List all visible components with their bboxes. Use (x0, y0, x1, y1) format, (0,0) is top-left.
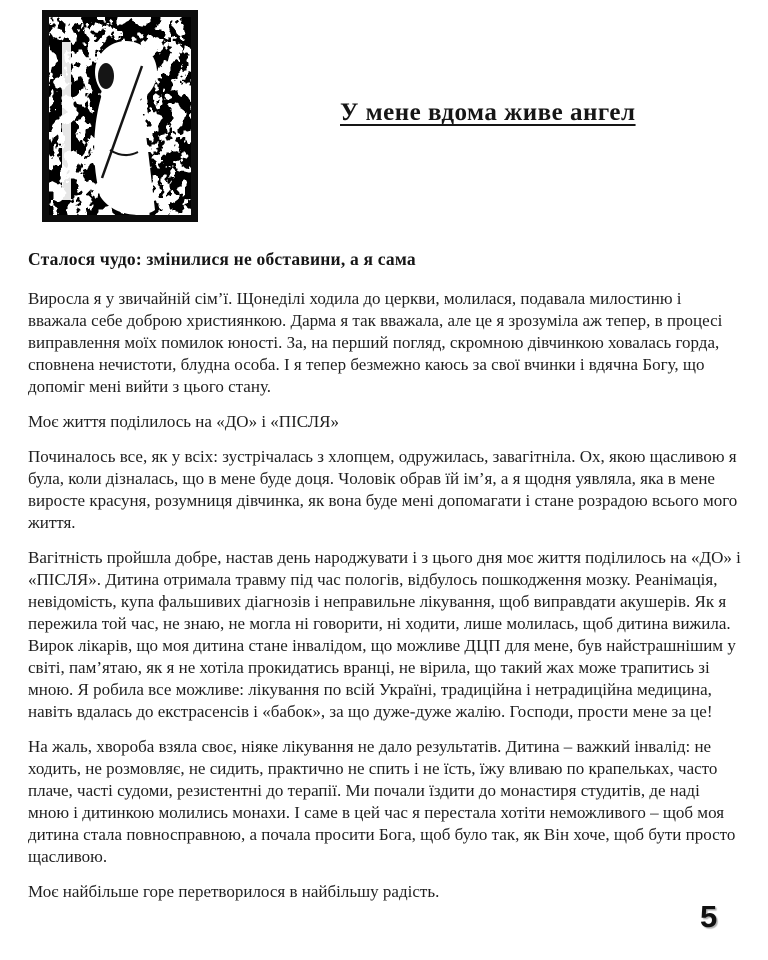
body-paragraph: Виросла я у звичайній сім’ї. Щонеділі ходила до церкви, молилася, подавала милостиню і вважала себе доброю християнкою. Дарма я так вважала, але це я зрозуміла аж тепер, в процесі виправлення моїх помилок юності. За, на перший погляд, скромною дівчинкою ховалась горда, сповнена нечистоти, блудна особа. І я тепер безмежно каюсь за свої вчинки і вдячна Богу, що допоміг мені вийти з цього стану. (28, 289, 723, 396)
body-paragraph: Моє найбільше горе перетворилося в найбільшу радість. (28, 882, 440, 901)
body-paragraph: На жаль, хвороба взяла своє, ніяке лікування не дало результатів. Дитина – важкий інвалід: не ходить, не розмовляє, не сидить, практично не спить і не їсть, їжу вливаю по крапельках, часто плаче, часті судоми, резистентні до терапії. Ми почали їздити до монастиря студитів, де наді мною і дитинкою молились монахи. І саме в цей час я перестала хотіти неможливого – щоб моя дитина стала повносправною, а почала просити Бога, щоб було так, як Він хоче, щоб бути просто щасливою. (28, 737, 736, 866)
body-paragraph: Вагітність пройшла добре, настав день народжувати і з цього дня моє життя поділилось на «ДО» і «ПІСЛЯ». Дитина отримала травму під час пологів, відбулось пошкодження мозку. Реанімація, невідомість, купа фальшивих діагнозів і неправильне лікування, щоб виправдати акушерів. Як я пережила той час, не знаю, не могла ні говорити, ні ходити, лише молилась, щоб дитина вижила. Вирок лікарів, що моя дитина стане інвалідом, що можливе ДЦП для мене, був найстрашнішим у світі, пам’ятаю, як я не хотіла прокидатись вранці, не вірила, що такий жах може трапитись зі мною. Я робила все можливе: лікування по всій Україні, традиційна і нетрадиційна медицина, навіть вдалась до екстрасенсів і «бабок», за що дуже-дуже жалію. Господи, прости мене за це! (28, 548, 741, 721)
page-number: 5 (700, 899, 718, 934)
article-title: У мене вдома живе ангел (340, 99, 636, 126)
body-paragraph: Починалось все, як у всіх: зустрічалась з хлопцем, одружилась, завагітніла. Ох, якою щасливою я була, коли дізналась, що в мене буде доця. Чоловік обрав їй ім’я, а я щодня уявляла, яка в мене виросте красуня, розумниця дівчинка, як вона буде мені допомагати і стане розрадою всього мого життя. (28, 447, 738, 532)
article-body (28, 288, 742, 916)
section-heading: Сталося чудо: змінилися не обставини, а я сама (28, 249, 416, 269)
body-paragraph: Моє життя поділилось на «ДО» і «ПІСЛЯ» (28, 412, 340, 431)
angel-engraving-image (42, 10, 198, 222)
